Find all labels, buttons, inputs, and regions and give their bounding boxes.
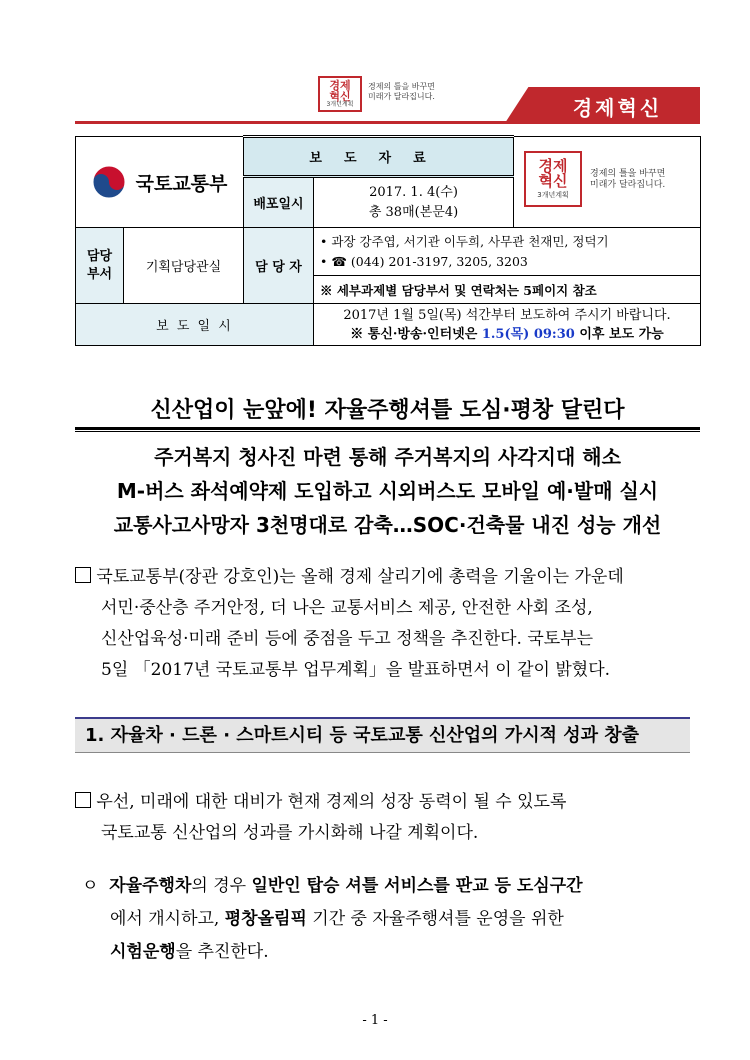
checkbox-square-icon (75, 567, 91, 583)
report-line2-suffix: 이후 보도 가능 (574, 326, 664, 342)
bullet-text-3: 기간 중 자율주행셔틀 운영을 위한 (306, 909, 564, 929)
bullet-bold-1: 자율주행차 (109, 876, 192, 896)
release-date-cell (314, 177, 514, 228)
logo-tagline-line1: 경제의 틀을 바꾸면 (368, 82, 435, 91)
para2-line-2: 국토교통 신산업의 성과를 가시화해 나갈 계획이다. (101, 823, 479, 843)
contact-note: ※ 세부과제별 담당부서 및 연락처는 5페이지 참조 (314, 276, 701, 304)
logo2-tagline-line1: 경제의 틀을 바꾸면 (590, 169, 666, 179)
dept-label: 담당 부서 (76, 228, 124, 304)
headline-rule-thin (75, 431, 700, 432)
intro-line-4: 5일 「2017년 국토교통부 업무계획」을 발표하면서 이 같이 밝혔다. (101, 660, 611, 680)
ministry-name: 국토교통부 (135, 172, 228, 195)
logo-mark-line2: 혁신 (329, 90, 351, 103)
top-brand (318, 76, 468, 112)
phone-value: • ☎ (044) 201-3197, 3205, 3203 (320, 253, 528, 269)
logo-tagline (368, 82, 435, 101)
person-cell (314, 228, 701, 276)
bullet-bold-3: 평창올림픽 (224, 909, 307, 929)
banner-label: 경제혁신 (572, 96, 663, 120)
bullet-text-1: 의 경우 (191, 876, 252, 896)
taegeuk-icon (92, 165, 126, 199)
logo2-mark-line2: 혁신 (538, 172, 568, 190)
section-1-title: 1. 자율차 · 드론 · 스마트시티 등 국토교통 신산업의 가시적 성과 창출 (75, 717, 690, 753)
paragraph-2 (75, 787, 695, 849)
bullet-bold-2: 일반인 탑승 셔틀 서비스를 판교 등 도심구간 (251, 876, 583, 896)
bullet-text-4: 을 추진한다. (175, 942, 269, 962)
press-header-table (75, 135, 701, 346)
release-date-value: 2017. 1. 4(수) (369, 184, 458, 200)
intro-line-2: 서민·중산층 주거안정, 더 나은 교통서비스 제공, 안전한 사회 조성, (101, 598, 593, 618)
economic-innovation-logo-2 (524, 151, 582, 207)
page-count: 총 38매(본문4) (368, 204, 459, 220)
release-date-label: 배포일시 (244, 177, 314, 228)
logo2-mark-line1: 경제 (538, 157, 568, 175)
subhead-1: 주거복지 청사진 마련 통해 주거복지의 사각지대 해소 (154, 445, 621, 469)
press-title: 보도자료 (244, 137, 514, 177)
subhead-3: 교통사고사망자 3천명대로 감축…SOC·건축물 내진 성능 개선 (113, 513, 662, 537)
checkbox-square-icon-2 (75, 792, 91, 808)
bullet-text-2: 에서 개시하고, (110, 909, 225, 929)
logo-mark-line1: 경제 (329, 79, 351, 92)
bullet-marker: ㅇ (82, 876, 99, 896)
headline-rule (75, 427, 700, 430)
report-line1: 2017년 1월 5일(목) 석간부터 보도하여 주시기 바랍니다. (343, 307, 671, 323)
intro-line-1: 국토교통부(장관 강호인)는 올해 경제 살리기에 총력을 기울이는 가운데 (96, 567, 624, 587)
bullet-paragraph (82, 870, 697, 969)
ministry-cell (76, 137, 244, 228)
report-line2 (314, 325, 700, 344)
intro-line-3: 신산업육성·미래 준비 등에 중점을 두고 정책을 추진한다. 국토부는 (101, 629, 594, 649)
logo-tagline-line2: 미래가 달라집니다. (368, 91, 435, 101)
person-label: 담 당 자 (244, 228, 314, 304)
report-label: 보 도 일 시 (76, 304, 314, 346)
report-line2-prefix: ※ 통신·방송·인터넷은 (350, 326, 482, 342)
logo2-tagline (590, 169, 665, 191)
report-cell (314, 304, 701, 346)
logo-mark-sub: 3개년계획 (326, 101, 354, 108)
report-time: 1.5(목) 09:30 (481, 326, 575, 342)
page-number: - 1 - (362, 1013, 388, 1028)
logo-cell (514, 137, 701, 228)
para2-line-1: 우선, 미래에 대한 대비가 현재 경제의 성장 동력이 될 수 있도록 (96, 792, 567, 812)
banner-rule (75, 121, 700, 124)
bullet-bold-4: 시험운행 (110, 942, 176, 962)
dept-value: 기획담당관실 (124, 228, 244, 304)
subhead-2: M-버스 좌석예약제 도입하고 시외버스도 모바일 예·발매 실시 (116, 479, 659, 503)
person-value: • 과장 강주엽, 서기관 이두희, 사무관 천재민, 정덕기 (320, 233, 609, 249)
economic-innovation-logo (318, 76, 362, 112)
logo2-mark-sub: 3개년계획 (537, 191, 569, 199)
logo2-tagline-line2: 미래가 달라집니다. (590, 179, 666, 190)
headline: 신산업이 눈앞에! 자율주행셔틀 도심·평창 달린다 (150, 398, 625, 423)
intro-paragraph (75, 562, 695, 686)
